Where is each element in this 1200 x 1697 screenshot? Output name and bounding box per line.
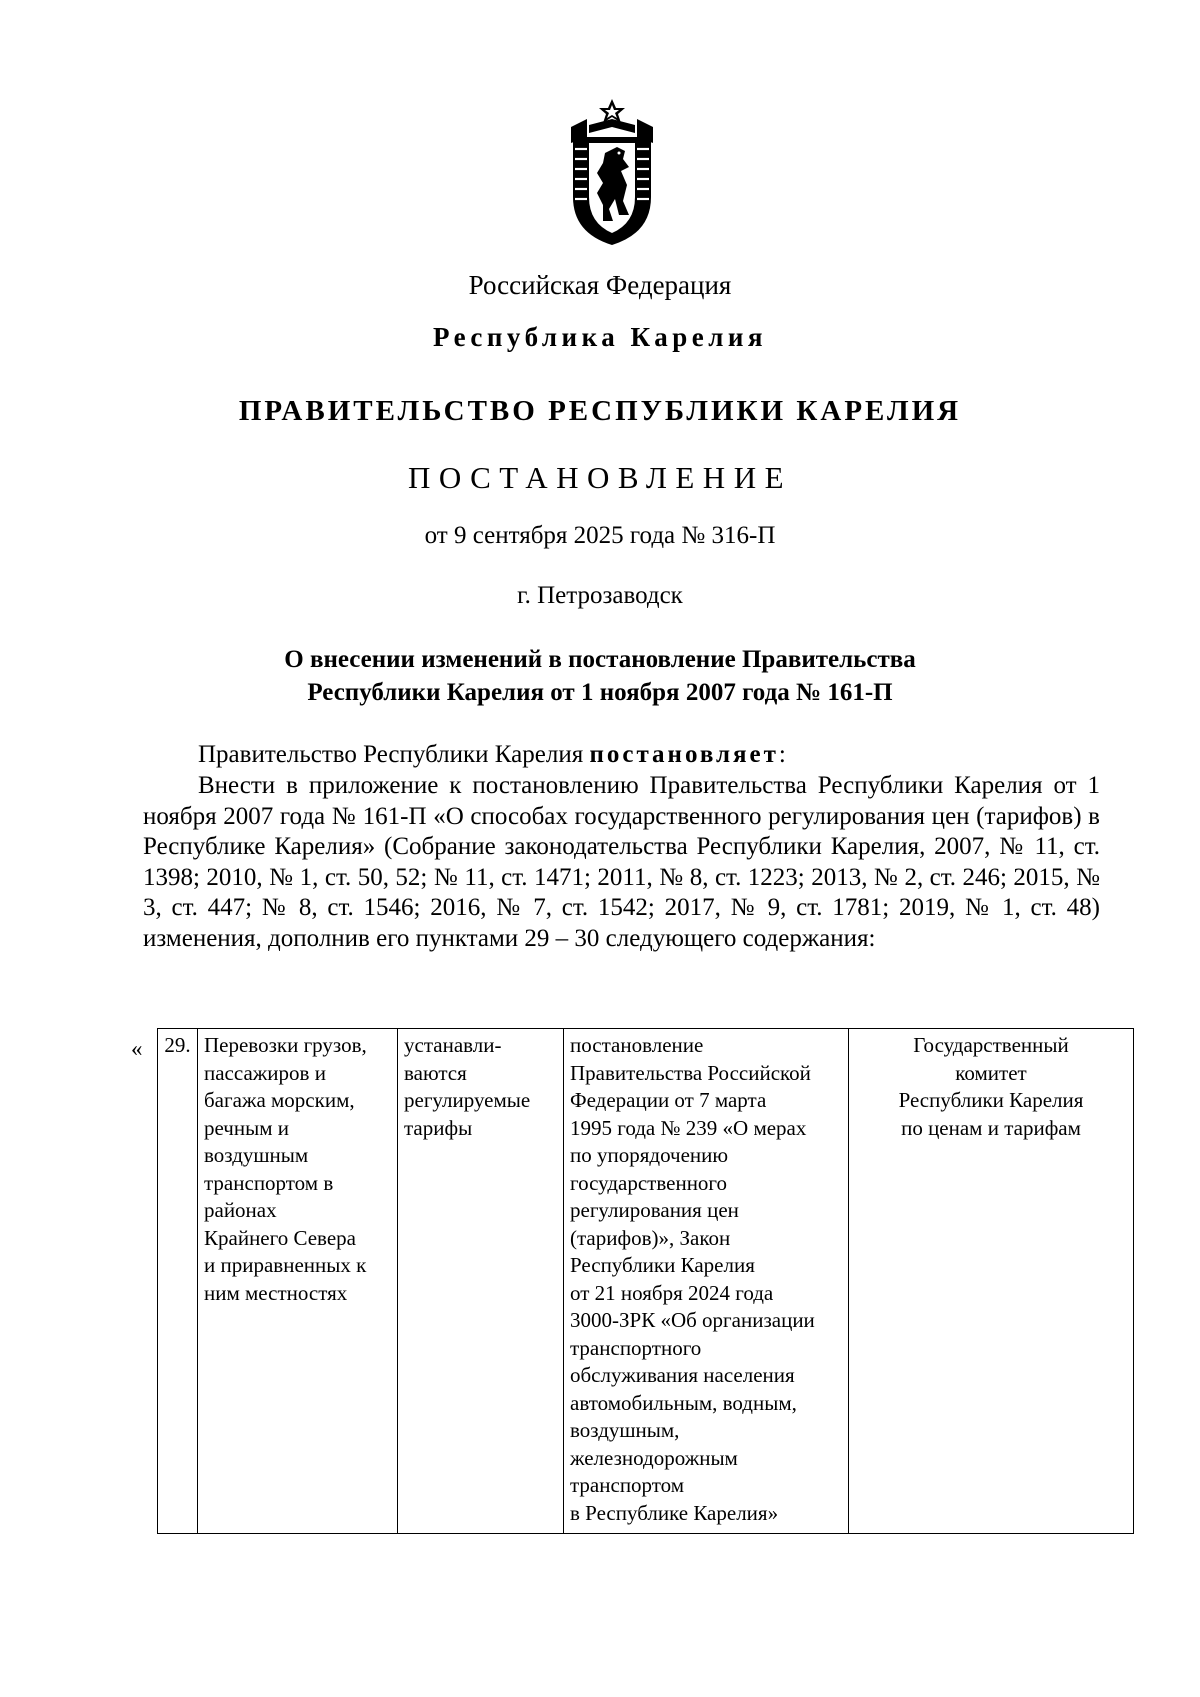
cell-line: транспортом в xyxy=(204,1170,334,1195)
country-name: Российская Федерация xyxy=(468,270,732,300)
cell-line: пассажиров и xyxy=(204,1060,326,1085)
document-type: ПОСТАНОВЛЕНИЕ xyxy=(407,460,793,495)
cell-line: в Республике Карелия» xyxy=(570,1500,779,1525)
decides-prefix: Правительство Республики Карелия xyxy=(198,741,590,768)
subject-line-1: О внесении изменений в постановление Правительства xyxy=(284,646,916,673)
table-body xyxy=(158,1029,1134,1534)
cell-line: ним местностях xyxy=(204,1280,348,1305)
tariff-items-table xyxy=(157,1028,1134,1534)
subject-line-2: Республики Карелия от 1 ноября 2007 года № 161-П xyxy=(307,679,893,706)
cell-line: 1995 года № 239 «О мерах xyxy=(570,1115,807,1140)
cell-line: воздушным xyxy=(204,1143,309,1167)
item-number-cell xyxy=(158,1029,198,1534)
cell-line: Федерации от 7 марта xyxy=(570,1088,767,1112)
cell-line: Республики Карелия xyxy=(898,1088,1084,1112)
service-cell xyxy=(198,1029,398,1534)
coat-of-arms-icon xyxy=(567,97,657,247)
cell-line: регулирования цен xyxy=(570,1198,739,1222)
cell-line: Государственный xyxy=(913,1033,1069,1057)
cell-line: обслуживания населения xyxy=(570,1363,795,1387)
cell-line: багажа морским, xyxy=(204,1088,355,1112)
cell-line: речным и xyxy=(204,1115,289,1140)
cell-line: ваются xyxy=(404,1060,467,1085)
cell-line: Республики Карелия xyxy=(570,1253,755,1277)
cell-line: железнодорожным xyxy=(570,1445,738,1470)
regulation-method-cell xyxy=(398,1029,564,1534)
document-date-number: от 9 сентября 2025 года № 316-П xyxy=(424,522,776,549)
cell-line: комитет xyxy=(955,1060,1027,1085)
cell-line: государственного xyxy=(570,1170,728,1195)
cell-line: устанавли- xyxy=(404,1033,502,1057)
cell-line: транспортного xyxy=(570,1335,702,1360)
cell-line: от 21 ноября 2024 года xyxy=(570,1280,774,1305)
cell-line: по ценам и тарифам xyxy=(901,1115,1081,1140)
cell-line: (тарифов)», Закон xyxy=(570,1225,731,1250)
cell-line: постановление xyxy=(570,1033,704,1057)
cell-line: тарифы xyxy=(404,1115,473,1140)
cell-line: воздушным, xyxy=(570,1418,680,1442)
legal-basis-cell xyxy=(564,1029,849,1534)
cell-line: районах xyxy=(204,1198,277,1222)
government-name: ПРАВИТЕЛЬСТВО РЕСПУБЛИКИ КАРЕЛИЯ xyxy=(238,395,962,427)
cell-line: 3000-ЗРК «Об организации xyxy=(570,1308,815,1332)
decides-word: постановляет xyxy=(589,741,779,768)
cell-line: Перевозки грузов, xyxy=(204,1033,367,1057)
cell-line: 29. xyxy=(164,1033,191,1057)
cell-line: Правительства Российской xyxy=(570,1060,811,1085)
table-row xyxy=(158,1029,1134,1534)
document-subject xyxy=(0,643,1200,709)
cell-line: автомобильным, водным, xyxy=(570,1390,797,1415)
city: г. Петрозаводск xyxy=(517,582,683,609)
karelia-coat-of-arms-emblem xyxy=(567,97,657,247)
table-open-quote: « xyxy=(131,1036,143,1061)
decides-suffix: : xyxy=(778,741,786,768)
cell-line: транспортом xyxy=(570,1473,685,1497)
main-paragraph: Внести в приложение к постановлению Правительства Республики Карелия от 1 ноября 2007 года № 161-П «О способах государственного регулирования цен (тарифов) в Республике Карелия» (Собрание законодательства Республики Карелия, 2007, № 11, ст. 1398; 2010, № 1, ст. 50, 52; № 11, ст. 1471; 2011, № 8, ст. 1223; 2013, № 2, ст. 246; 2015, № 3, ст. 447; № 8, ст. 1546; 2016, № 7, ст. 1542; 2017, № 9, ст. 1781; 2019, № 1, ст. 48) изменения, дополнив его пунктами 29 – 30 следующего содержания: xyxy=(143,772,1100,952)
decides-paragraph xyxy=(143,740,1100,771)
cell-line: и приравненных к xyxy=(204,1253,367,1277)
cell-line: регулируемые xyxy=(404,1088,531,1112)
republic-name: Республика Карелия xyxy=(432,322,768,352)
agency-cell xyxy=(849,1029,1134,1534)
cell-line: по упорядочению xyxy=(570,1143,729,1167)
cell-line: Крайнего Севера xyxy=(204,1225,356,1250)
